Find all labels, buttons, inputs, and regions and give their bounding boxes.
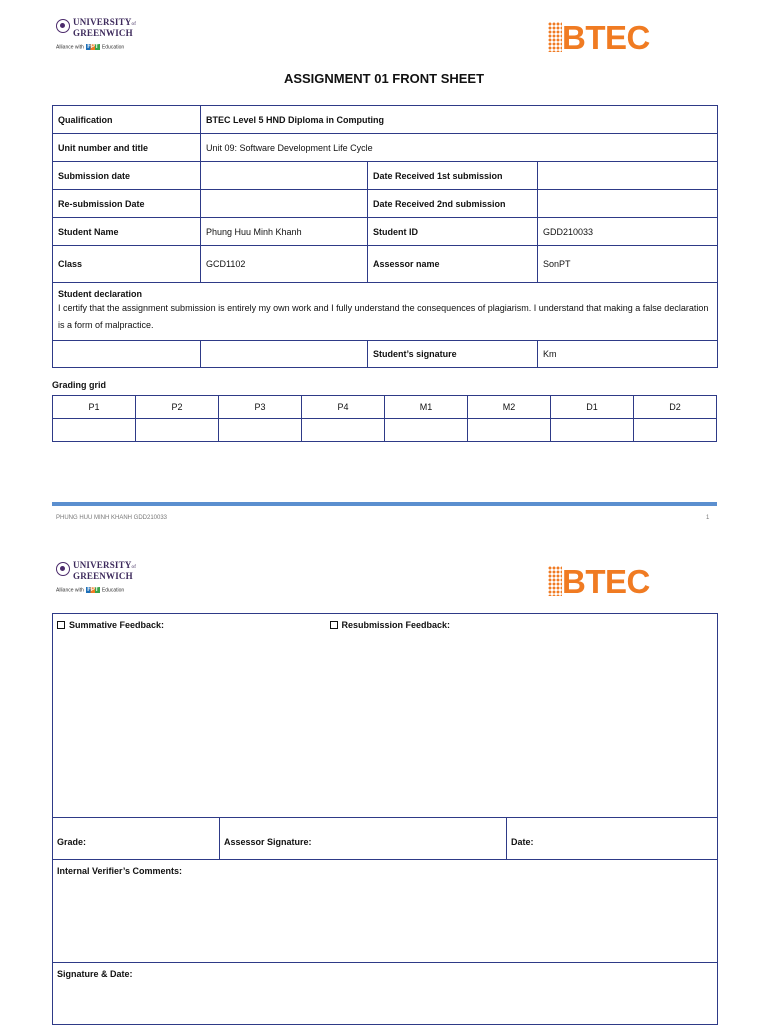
fpt-logo: FPT <box>87 587 99 593</box>
grade-cell-p4 <box>302 419 385 442</box>
checkbox-icon[interactable] <box>330 621 338 629</box>
internal-verifier-comments: Internal Verifier’s Comments: <box>53 860 718 963</box>
submission-date-value <box>201 162 368 190</box>
grade-cell-d2 <box>634 419 717 442</box>
student-name-label: Student Name <box>53 218 201 246</box>
grade-cell-d1 <box>551 419 634 442</box>
student-declaration <box>53 283 718 341</box>
university-of-greenwich-logo <box>56 562 136 600</box>
page-title: ASSIGNMENT 01 FRONT SHEET <box>283 71 485 86</box>
alliance-text: Alliance with FPT Education <box>56 44 125 51</box>
unit-value: Unit 09: Software Development Life Cycle <box>201 134 718 162</box>
checkbox-icon[interactable] <box>57 621 65 629</box>
feedback-box <box>53 614 718 818</box>
empty-cell <box>201 341 368 368</box>
grade-cell-p2 <box>136 419 219 442</box>
university-seal-icon <box>56 19 70 33</box>
grade-header-p2: P2 <box>136 396 219 419</box>
grade-header-d1: D1 <box>551 396 634 419</box>
date-received-2-label: Date Received 2nd submission <box>368 190 538 218</box>
signature-and-date: Signature & Date: <box>53 963 718 1025</box>
signature-value: Km <box>538 341 718 368</box>
alliance-text: Alliance with FPT Education <box>56 587 125 594</box>
btec-wordmark: BTEC <box>562 19 650 56</box>
grade-header-m1: M1 <box>385 396 468 419</box>
btec-logo <box>548 562 660 602</box>
student-id-value: GDD210033 <box>538 218 718 246</box>
declaration-label: Student declaration <box>58 289 143 299</box>
date-received-1-value <box>538 162 718 190</box>
declaration-text: I certify that the assignment submission is entirely my own work and I fully understand the consequences of plagiarism. I understand that making a false declaration is a form of malpractice. <box>58 303 709 330</box>
btec-logo <box>548 18 660 58</box>
resubmission-feedback-label: Resubmission Feedback: <box>341 620 451 630</box>
footer-divider <box>52 502 717 506</box>
resubmission-date-value <box>201 190 368 218</box>
class-label: Class <box>53 246 201 283</box>
feedback-table <box>52 613 718 1025</box>
date-label: Date: <box>507 818 718 860</box>
page-number: 1 <box>706 515 710 521</box>
resubmission-date-label: Re-submission Date <box>53 190 201 218</box>
student-name-value: Phung Huu Minh Khanh <box>201 218 368 246</box>
assessor-signature-label: Assessor Signature: <box>220 818 507 860</box>
university-seal-icon <box>56 562 70 576</box>
grade-cell-m1 <box>385 419 468 442</box>
grade-header-d2: D2 <box>634 396 717 419</box>
submission-date-label: Submission date <box>53 162 201 190</box>
resubmission-feedback <box>330 620 451 630</box>
qualification-label: Qualification <box>53 106 201 134</box>
empty-cell <box>53 341 201 368</box>
grading-grid-label: Grading grid <box>52 380 106 390</box>
grade-header-m2: M2 <box>468 396 551 419</box>
grade-cell-m2 <box>468 419 551 442</box>
btec-wordmark: BTEC <box>562 563 650 600</box>
university-of-greenwich-logo <box>56 19 136 57</box>
university-name: UNIVERSITYof GREENWICH <box>73 560 137 581</box>
date-received-2-value <box>538 190 718 218</box>
grade-cell-p1 <box>53 419 136 442</box>
grade-cell-p3 <box>219 419 302 442</box>
footer-author: PHUNG HUU MINH KHANH GDD210033 <box>56 515 168 521</box>
signature-label: Student’s signature <box>368 341 538 368</box>
fpt-logo: FPT <box>87 44 99 50</box>
student-id-label: Student ID <box>368 218 538 246</box>
assessor-name-value: SonPT <box>538 246 718 283</box>
grade-label: Grade: <box>53 818 220 860</box>
date-received-1-label: Date Received 1st submission <box>368 162 538 190</box>
btec-dots-icon <box>548 566 562 596</box>
grading-grid <box>52 395 717 442</box>
summative-feedback-label: Summative Feedback: <box>69 620 165 630</box>
qualification-value: BTEC Level 5 HND Diploma in Computing <box>201 106 718 134</box>
assessor-name-label: Assessor name <box>368 246 538 283</box>
grade-header-p1: P1 <box>53 396 136 419</box>
summative-feedback <box>57 620 327 630</box>
assignment-info-table <box>52 105 718 368</box>
unit-label: Unit number and title <box>53 134 201 162</box>
class-value: GCD1102 <box>201 246 368 283</box>
grade-header-p4: P4 <box>302 396 385 419</box>
grade-header-p3: P3 <box>219 396 302 419</box>
university-name: UNIVERSITYof GREENWICH <box>73 17 137 38</box>
btec-dots-icon <box>548 22 562 52</box>
